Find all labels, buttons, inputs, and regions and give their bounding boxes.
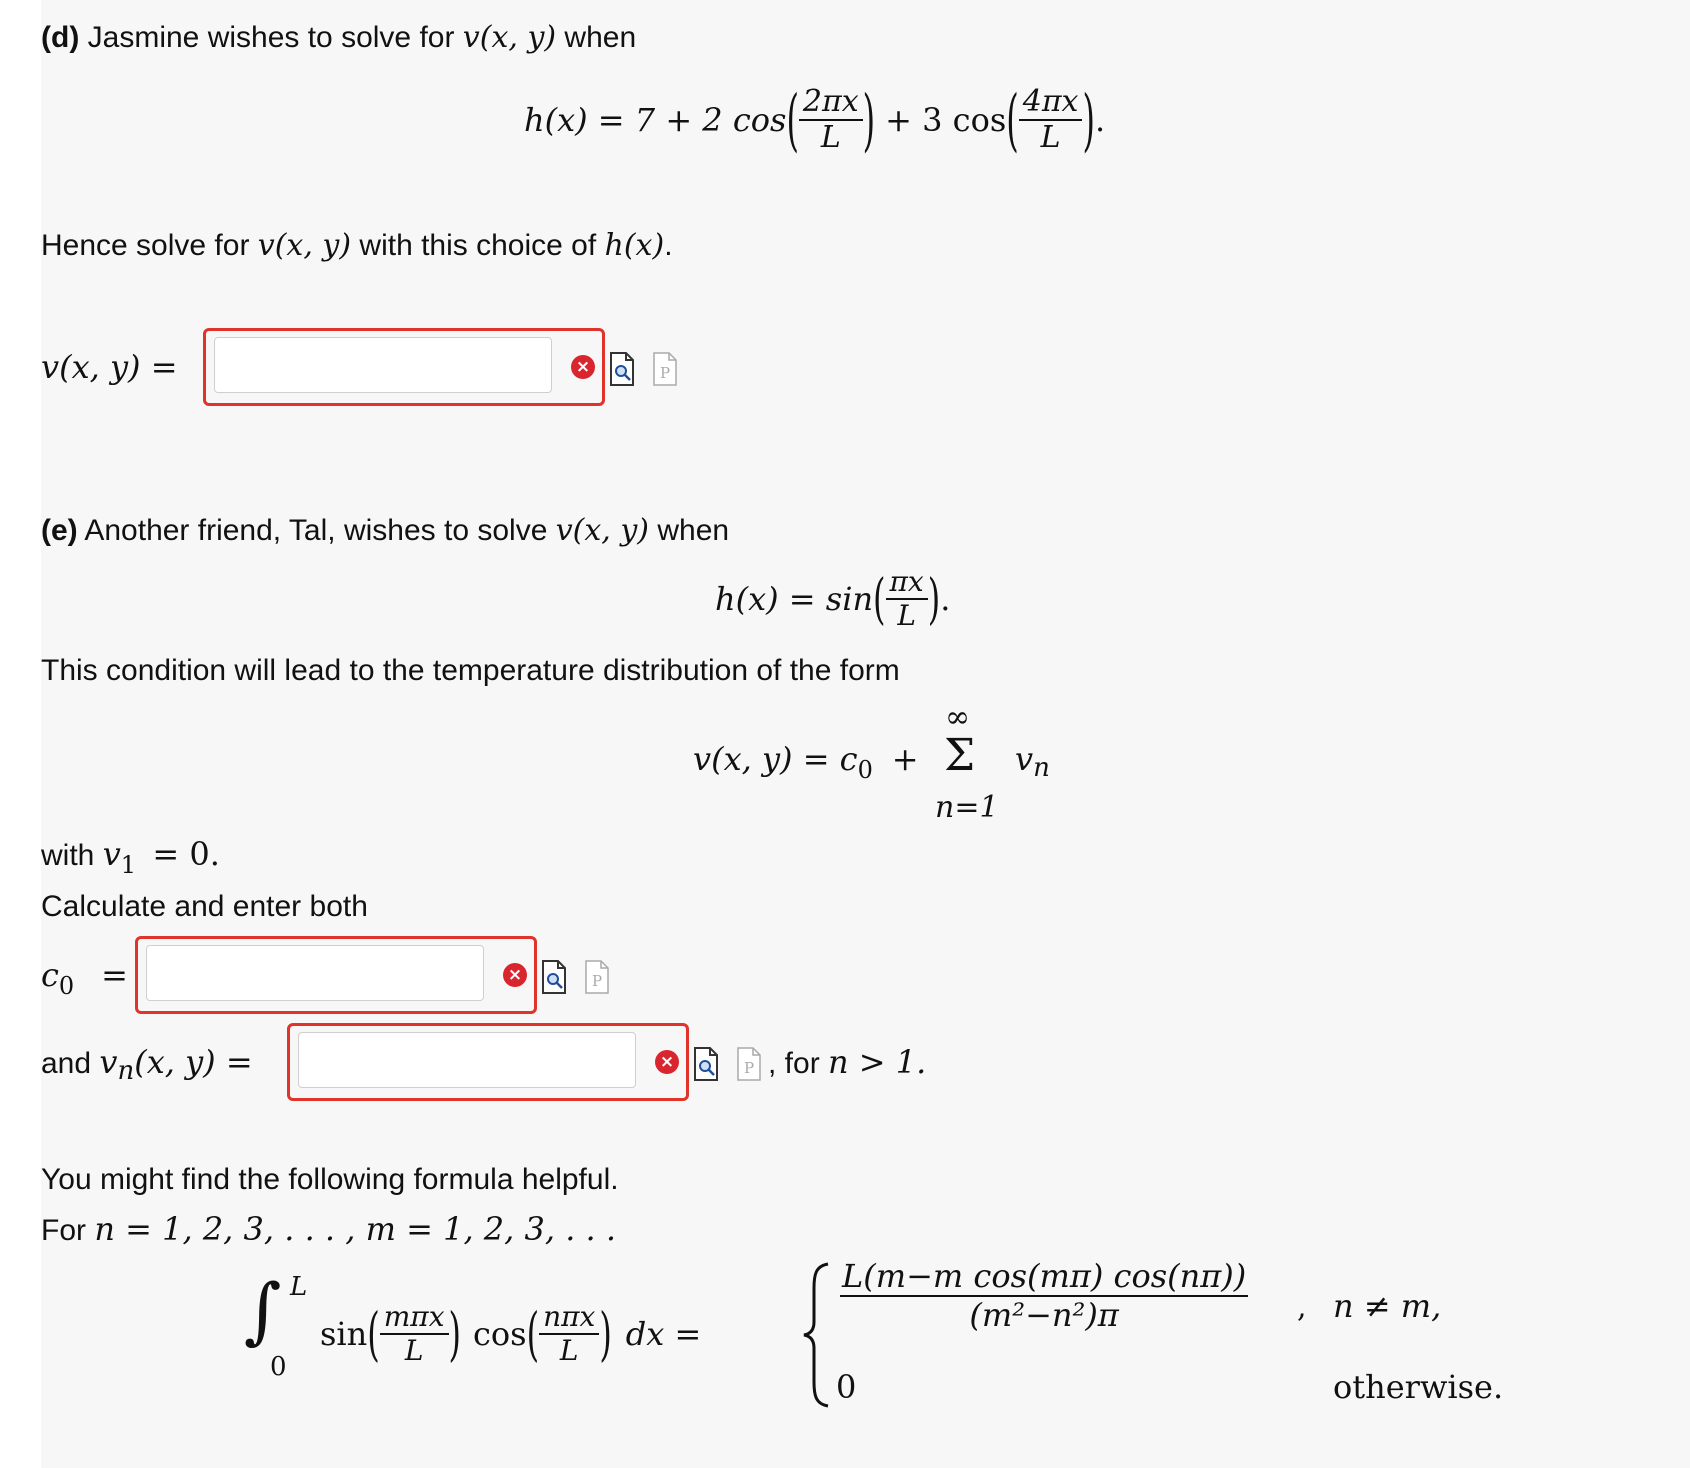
part-e-intro: (e) Another friend, Tal, wishes to solve v(x, y) when	[41, 513, 730, 548]
fraction-npix-over-L: $\frac{\text{nπx}}{L}$	[539, 1301, 599, 1367]
part-d-equation: h(x) = 7 + 2 cos ( $\frac{2\pi x}{L}$ ) + 3 cos ( $\frac{4\pi x}{L}$ ) .	[524, 80, 1106, 160]
vn-answer-box	[287, 1023, 689, 1101]
vn-suffix: , for n > 1.	[768, 1043, 927, 1081]
svg-text:P: P	[744, 1059, 755, 1077]
fraction-pix-over-L: $\frac{\pi x}{L}$	[886, 566, 928, 632]
part-d-hence: Hence solve for v(x, y) with this choice of h(x).	[41, 228, 673, 263]
case1-comma: ,	[1297, 1290, 1307, 1325]
c0-answer-box	[135, 936, 537, 1014]
series-lhs: v(x, $y) = c_0$ +	[693, 740, 919, 784]
integral-upper: L	[290, 1272, 308, 1302]
c0-answer-input[interactable]	[146, 945, 484, 1001]
v-answer-input[interactable]	[214, 337, 552, 393]
error-x-icon: ×	[571, 355, 595, 379]
formula-helpful-text: You might find the following formula helpful.	[41, 1163, 619, 1196]
part-e-condition-text: This condition will lead to the temperature distribution of the form	[41, 654, 900, 687]
error-x-icon: ×	[503, 963, 527, 987]
part-d-intro: (d) Jasmine wishes to solve for v(x, y) when	[41, 20, 637, 55]
series-term: vn	[1015, 740, 1050, 783]
case2-value: 0	[836, 1368, 857, 1406]
preview-doc-icon[interactable]	[693, 1047, 719, 1081]
preview-doc-icon[interactable]	[541, 960, 567, 994]
help-p-icon[interactable]	[736, 1047, 762, 1081]
case1-fraction: $\frac{\text{L(m−m cos(mπ) cos(nπ))}}{\text{(m²−n²)π}}$	[842, 1257, 1247, 1334]
v-answer-box	[203, 328, 605, 406]
integral-sign: ∫	[244, 1268, 282, 1352]
svg-text:P: P	[592, 972, 603, 990]
case2-condition: otherwise.	[1333, 1368, 1504, 1406]
integral-lower: 0	[270, 1352, 287, 1382]
fraction-4pix-over-L: $\frac{4\pi x}{L}$	[1019, 85, 1083, 156]
v-answer-label: v(x, y) =	[41, 348, 178, 386]
cases-brace	[800, 1260, 834, 1410]
sum-lower-limit: n=1	[935, 790, 999, 825]
c0-label: $c_0$ =	[41, 956, 128, 1000]
vn-label: and vn(x, y) =	[41, 1043, 253, 1086]
calculate-text: Calculate and enter both	[41, 890, 368, 923]
error-x-icon: ×	[655, 1050, 679, 1074]
part-e-equation: h(x) = sin ( $\frac{\pi x}{L}$ ) .	[715, 564, 951, 632]
case1-condition: n ≠ m,	[1333, 1287, 1442, 1325]
fraction-mpix-over-L: $\frac{\text{mπx}}{L}$	[380, 1301, 449, 1367]
preview-doc-icon[interactable]	[609, 352, 635, 386]
help-p-icon[interactable]	[652, 352, 678, 386]
fraction-2pix-over-L: $\frac{2\pi x}{L}$	[799, 85, 863, 156]
svg-text:P: P	[660, 364, 671, 382]
vn-answer-input[interactable]	[298, 1032, 636, 1088]
sum-symbol: Σ	[944, 730, 976, 781]
integrand: sin ( $\frac{\text{mπx}}{L}$ ) cos ( $\frac{\text{nπx}}{L}$ ) dx =	[320, 1299, 702, 1369]
with-v1-line: with $v_1 = 0$.	[41, 835, 220, 879]
formula-range: For n = 1, 2, 3, . . . , m = 1, 2, 3, . . .	[41, 1210, 617, 1248]
sum-upper-limit: ∞	[945, 700, 970, 735]
help-p-icon[interactable]	[584, 960, 610, 994]
